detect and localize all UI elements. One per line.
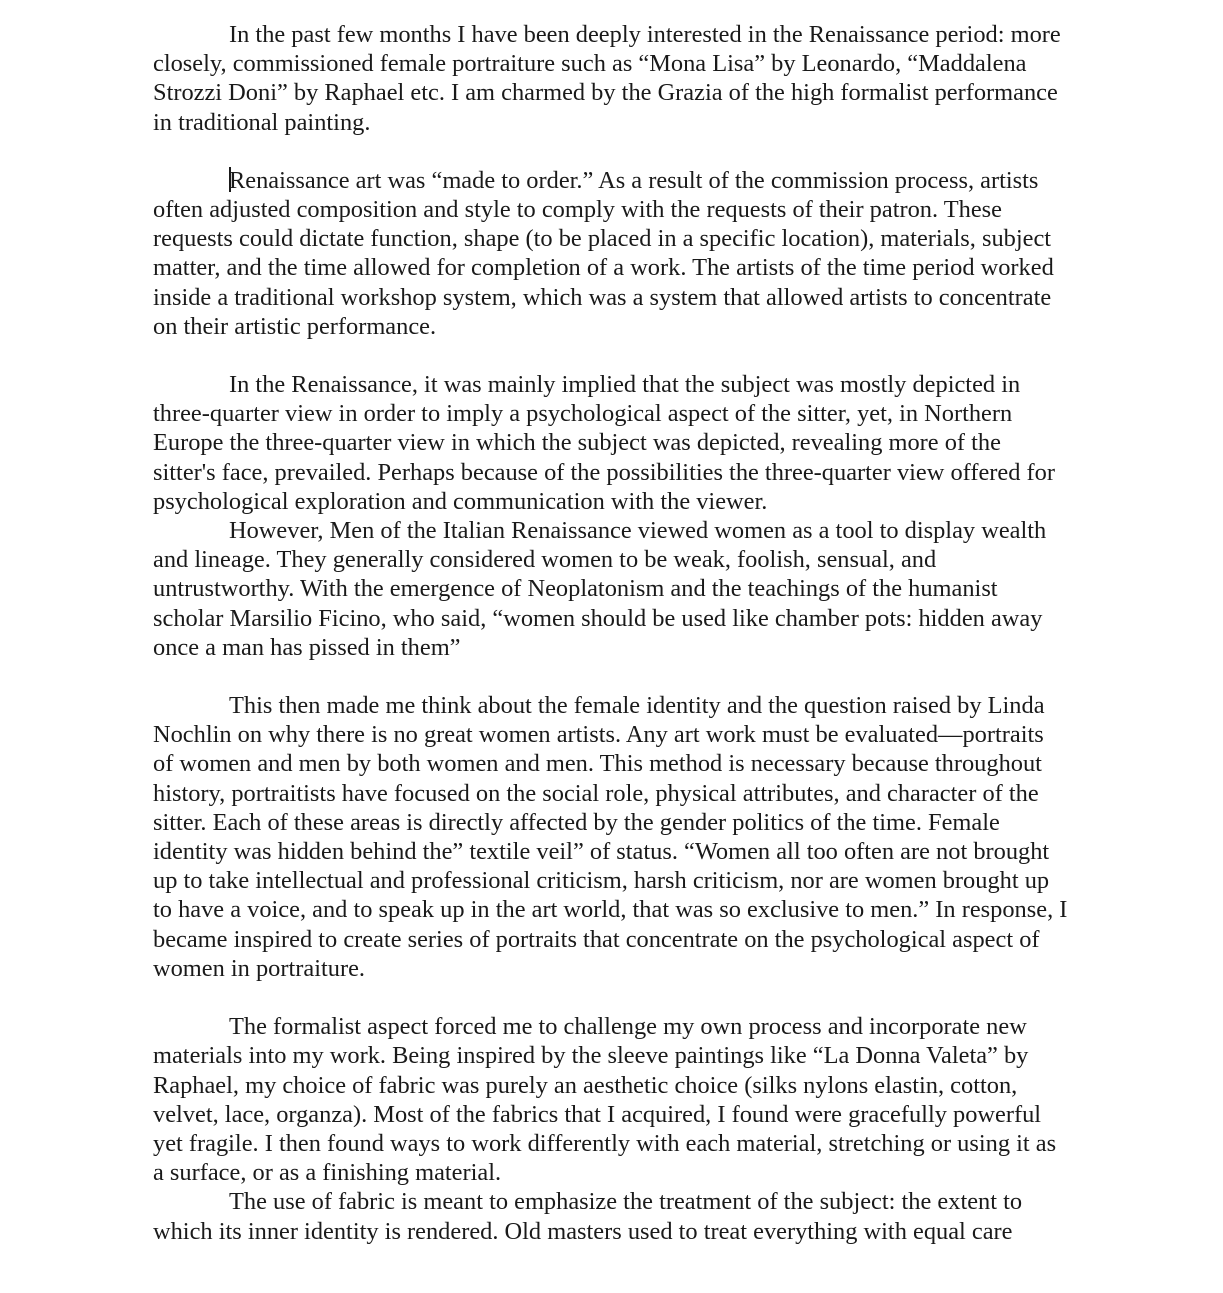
paragraph-2-text: Renaissance art was “made to order.” As a result of the commission process, artists often adjusted composition and style to comply with the requests of their patron. These requests could dictate function, shape (to be placed in a specific location), materials, subject matter, and the time allowed for completion of a work. The artists of the time period worked inside a traditional workshop system, which was a system that allowed artists to concentrate on their artistic performance.: [153, 166, 1054, 340]
paragraph-2[interactable]: [153, 166, 1068, 341]
paragraph-6: The formalist aspect forced me to challenge my own process and incorporate new materials into my work. Being inspired by the sleeve paintings like “La Donna Valeta” by Raphael, my choice of fabric was purely an aesthetic choice (silks nylons elastin, cotton, velvet, lace, organza). Most of the fabrics that I acquired, I found were gracefully powerful yet fragile. I then found ways to work differently with each material, stretching or using it as a surface, or as a finishing material.: [153, 1013, 1057, 1187]
paragraph-7: The use of fabric is meant to emphasize the treatment of the subject: the extent to which its inner identity is rendered. Old masters used to treat everything with equal care: [153, 1188, 1023, 1245]
paragraph-4: However, Men of the Italian Renaissance viewed women as a tool to display wealth and lineage. They generally considered women to be weak, foolish, sensual, and untrustworthy. With the emergence of Neoplatonism and the teachings of the humanist scholar Marsilio Ficino, who said, “women should be used like chamber pots: hidden away once a man has pissed in them”: [153, 517, 1047, 661]
document-page[interactable]: [153, 20, 1068, 1246]
paragraph-5: This then made me think about the female identity and the question raised by Linda Nochlin on why there is no great women artists. Any art work must be evaluated—portraits of women and men by both women and men. This method is necessary because throughout history, portraitists have focused on the social role, physical attributes, and character of the sitter. Each of these areas is directly affected by the gender politics of the time. Female identity was hidden behind the” textile veil” of status. “Women all too often are not brought up to take intellectual and professional criticism, harsh criticism, nor are women brought up to have a voice, and to speak up in the art world, that was so exclusive to men.” In response, I became inspired to create series of portraits that concentrate on the psychological aspect of women in portraiture.: [153, 692, 1068, 982]
paragraph-1: In the past few months I have been deeply interested in the Renaissance period: more closely, commissioned female portraiture such as “Mona Lisa” by Leonardo, “Maddalena Strozzi Doni” by Raphael etc. I am charmed by the Grazia of the high formalist performance in traditional painting.: [153, 21, 1061, 136]
paragraph-3: In the Renaissance, it was mainly implied that the subject was mostly depicted in three-quarter view in order to imply a psychological aspect of the sitter, yet, in Northern Europe the three-quarter view in which the subject was depicted, revealing more of the sitter's face, prevailed. Perhaps because of the possibilities the three-quarter view offered for psychological exploration and communication with the viewer.: [153, 371, 1055, 515]
